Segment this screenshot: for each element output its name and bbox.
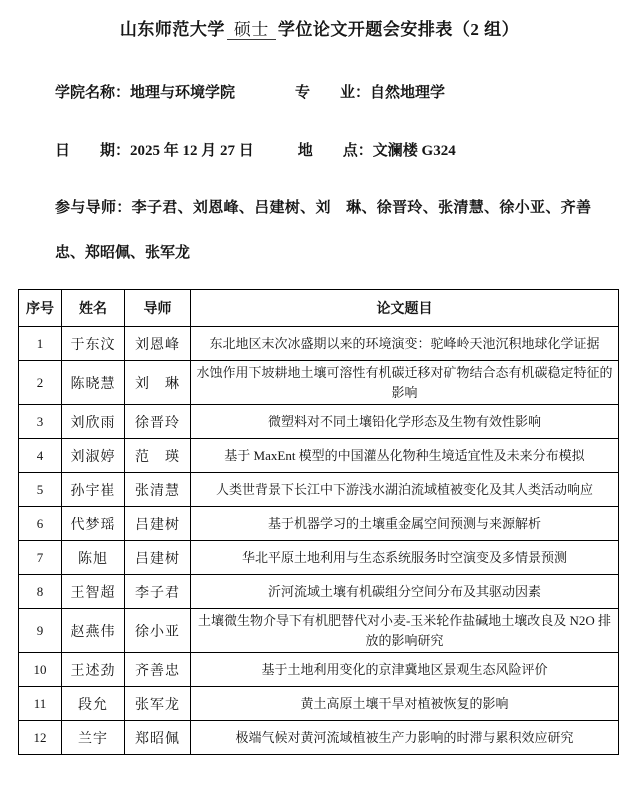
thesis-title: 人类世背景下长江中下游浅水湖泊流域植被变化及其人类活动响应 <box>191 473 619 507</box>
mentor-name: 徐晋玲 <box>125 405 191 439</box>
thesis-title: 极端气候对黄河流域植被生产力影响的时滞与累积效应研究 <box>191 721 619 755</box>
thesis-title: 土壤微生物介导下有机肥替代对小麦-玉米轮作盐碱地土壤改良及 N2O 排放的影响研究 <box>191 609 619 653</box>
mentor-name: 徐小亚 <box>125 609 191 653</box>
mentor-name: 张军龙 <box>125 687 191 721</box>
student-name: 刘欣雨 <box>62 405 125 439</box>
mentor-name: 吕建树 <box>125 541 191 575</box>
mentor-name: 李子君 <box>125 575 191 609</box>
mentor-name: 张清慧 <box>125 473 191 507</box>
title-suffix: 学位论文开题会安排表（2 组） <box>277 20 520 39</box>
mentor-name: 齐善忠 <box>125 653 191 687</box>
thesis-title: 水蚀作用下坡耕地土壤可溶性有机碳迁移对矿物结合态有机碳稳定特征的影响 <box>191 361 619 405</box>
table-row <box>19 653 619 687</box>
table-row <box>19 721 619 755</box>
page-title <box>0 0 639 40</box>
thesis-title: 沂河流域土壤有机碳组分空间分布及其驱动因素 <box>191 575 619 609</box>
student-name: 陈旭 <box>62 541 125 575</box>
column-header-name: 姓名 <box>62 290 125 327</box>
row-number: 9 <box>19 609 62 653</box>
thesis-title: 华北平原土地利用与生态系统服务时空演变及多情景预测 <box>191 541 619 575</box>
student-name: 于东汶 <box>62 327 125 361</box>
column-header-title: 论文题目 <box>191 290 619 327</box>
mentor-name: 郑昭佩 <box>125 721 191 755</box>
mentor-name: 刘恩峰 <box>125 327 191 361</box>
mentor-name: 刘 琳 <box>125 361 191 405</box>
college-major-line <box>55 81 591 102</box>
thesis-title: 基于 MaxEnt 模型的中国灌丛化物种生境适宜性及未来分布模拟 <box>191 439 619 473</box>
location-value: 文澜楼 G324 <box>372 143 456 159</box>
student-name: 王智超 <box>62 575 125 609</box>
student-name: 代梦瑶 <box>62 507 125 541</box>
row-number: 10 <box>19 653 62 687</box>
thesis-title: 东北地区末次冰盛期以来的环境演变：驼峰岭天池沉积地球化学证据 <box>191 327 619 361</box>
row-number: 11 <box>19 687 62 721</box>
row-number: 7 <box>19 541 62 575</box>
table-header-row <box>19 290 619 327</box>
mentors-line <box>55 186 591 276</box>
student-name: 刘淑婷 <box>62 439 125 473</box>
mentor-name: 吕建树 <box>125 507 191 541</box>
table-row <box>19 473 619 507</box>
row-number: 6 <box>19 507 62 541</box>
row-number: 5 <box>19 473 62 507</box>
mentors-value: 李子君、刘恩峰、吕建树、刘 琳、徐晋玲、张清慧、徐小亚、齐善忠、郑昭佩、张军龙 <box>55 200 591 261</box>
student-name: 赵燕伟 <box>62 609 125 653</box>
mentors-label: 参与导师： <box>55 200 132 216</box>
table-row <box>19 439 619 473</box>
student-name: 段允 <box>62 687 125 721</box>
thesis-schedule-table <box>18 289 619 755</box>
table-row <box>19 507 619 541</box>
column-header-no: 序号 <box>19 290 62 327</box>
student-name: 陈晓慧 <box>62 361 125 405</box>
mentor-name: 范 瑛 <box>125 439 191 473</box>
table-row <box>19 687 619 721</box>
thesis-title: 基于机器学习的土壤重金属空间预测与来源解析 <box>191 507 619 541</box>
table-row <box>19 361 619 405</box>
row-number: 3 <box>19 405 62 439</box>
date-value: 2025 年 12 月 27 日 <box>130 143 254 159</box>
table-row <box>19 609 619 653</box>
student-name: 兰宇 <box>62 721 125 755</box>
table-row <box>19 327 619 361</box>
college-label: 学院名称： <box>55 85 131 101</box>
title-degree-underlined: 硕士 <box>227 20 276 40</box>
student-name: 孙宇崔 <box>62 473 125 507</box>
location-label: 地 点： <box>297 143 373 159</box>
column-header-mentor: 导师 <box>125 290 191 327</box>
title-university: 山东师范大学 <box>119 20 225 39</box>
date-location-line <box>55 139 591 160</box>
date-label: 日 期： <box>55 143 131 159</box>
row-number: 2 <box>19 361 62 405</box>
major-label: 专 业： <box>295 85 371 101</box>
row-number: 8 <box>19 575 62 609</box>
college-value: 地理与环境学院 <box>130 85 236 101</box>
thesis-title: 基于土地利用变化的京津冀地区景观生态风险评价 <box>191 653 619 687</box>
thesis-title: 微塑料对不同土壤铅化学形态及生物有效性影响 <box>191 405 619 439</box>
table-row <box>19 541 619 575</box>
row-number: 1 <box>19 327 62 361</box>
thesis-title: 黄土高原土壤干旱对植被恢复的影响 <box>191 687 619 721</box>
major-value: 自然地理学 <box>370 85 446 101</box>
student-name: 王述劲 <box>62 653 125 687</box>
row-number: 4 <box>19 439 62 473</box>
table-row <box>19 575 619 609</box>
row-number: 12 <box>19 721 62 755</box>
table-row <box>19 405 619 439</box>
